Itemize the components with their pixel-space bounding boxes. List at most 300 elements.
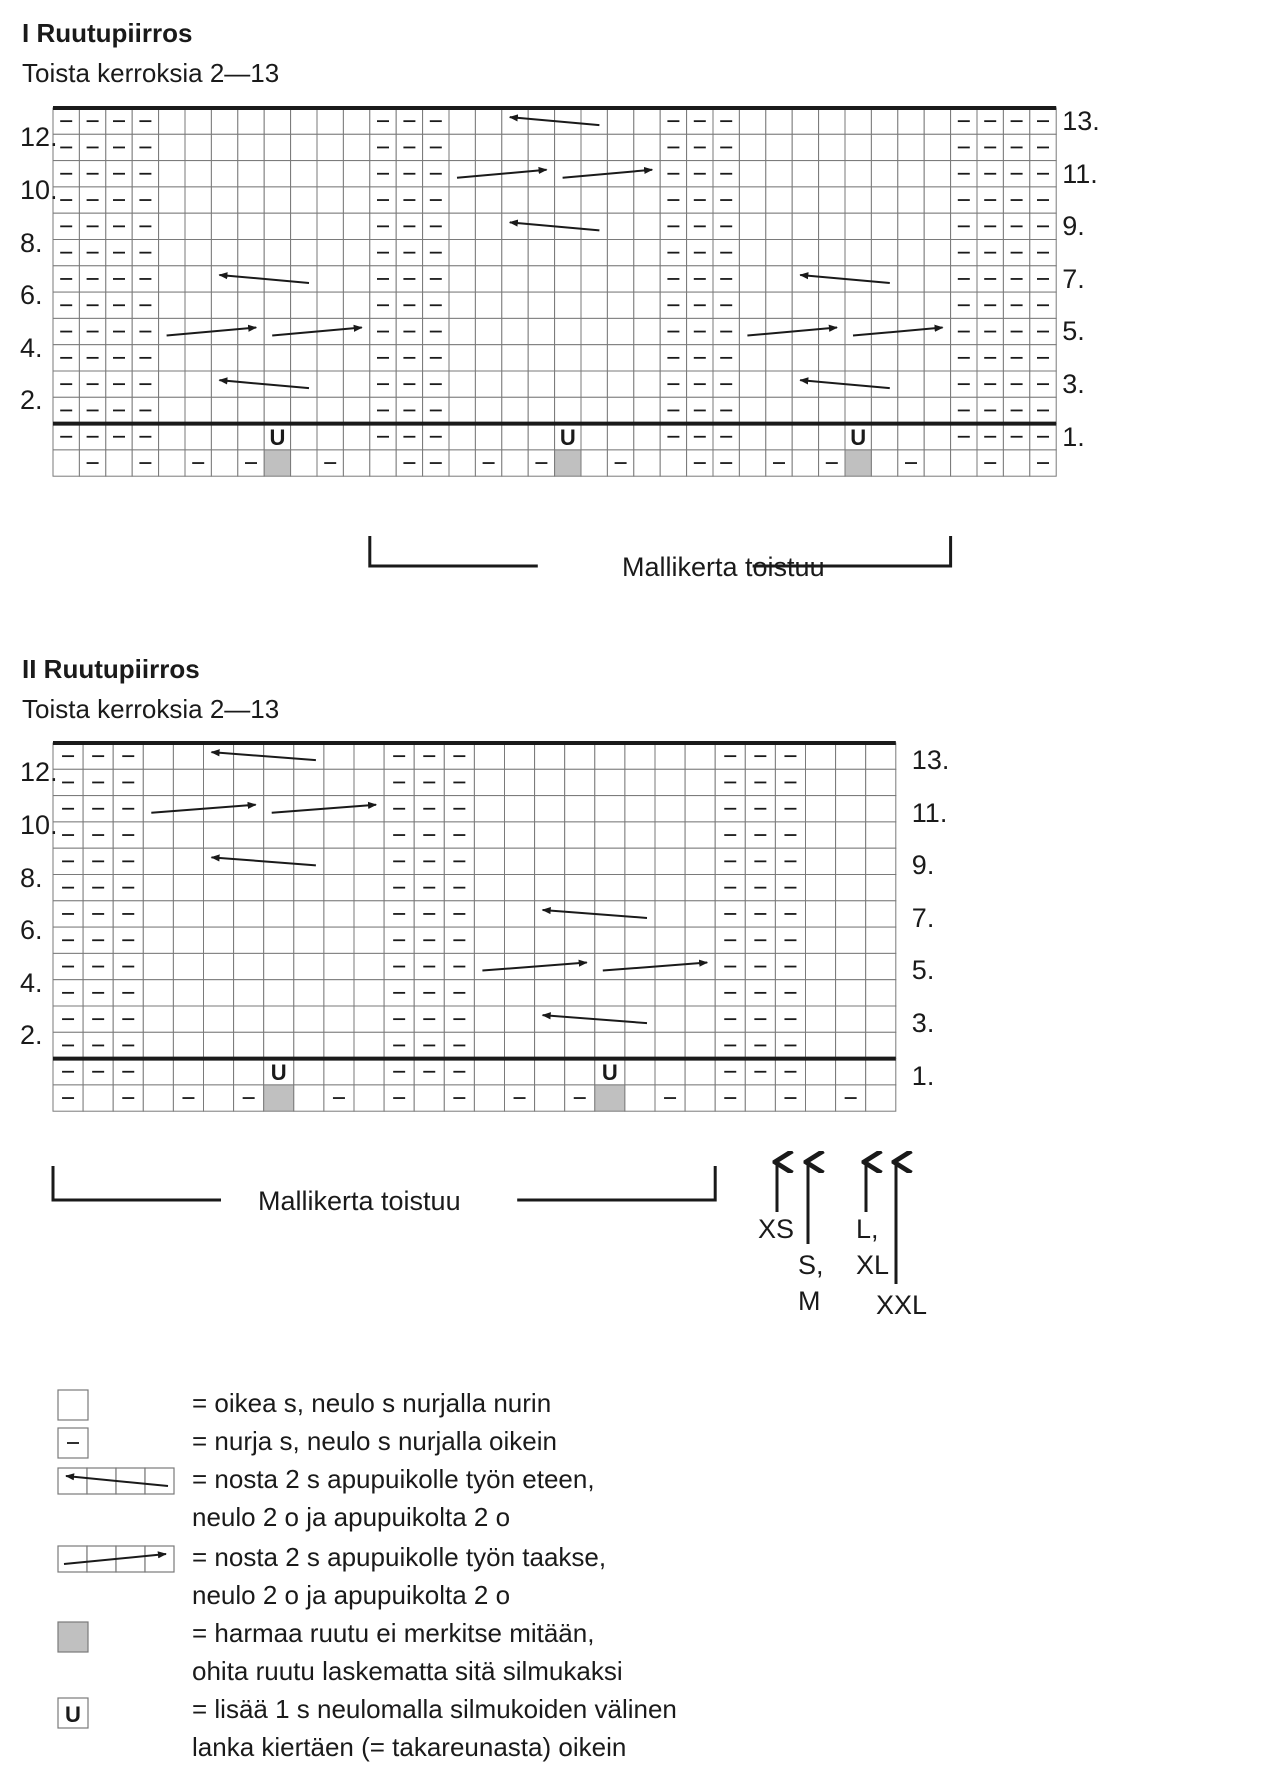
grid-cell (528, 187, 554, 213)
grid-cell (474, 769, 504, 795)
grid-cell (595, 927, 625, 953)
legend-cable-right-text: = nosta 2 s apupuikolle työn taakse, neulo 2 o ja apupuikolta 2 o (192, 1542, 607, 1610)
grid-cell (502, 134, 528, 160)
grid-cell (535, 769, 565, 795)
grid-cell (607, 108, 633, 134)
grid-cell (317, 134, 343, 160)
grid-cell (234, 901, 264, 927)
grid-cell (655, 927, 685, 953)
grid-cell (845, 345, 871, 371)
grid-cell (234, 927, 264, 953)
grid-cell (502, 450, 528, 476)
grid-cell (607, 134, 633, 160)
grid-cell (106, 450, 132, 476)
grid-cell (343, 424, 369, 450)
grid-cell (595, 875, 625, 901)
chart1-row-number-right: 5. (1062, 316, 1085, 347)
grid-cell (505, 927, 535, 953)
grid-cell (234, 1006, 264, 1032)
grid-cell (766, 187, 792, 213)
grid-cell (528, 397, 554, 423)
chart1-row-number-left: 8. (20, 227, 43, 258)
grid-cell (871, 161, 897, 187)
grid-cell (211, 292, 237, 318)
grid-cell (806, 769, 836, 795)
grid-cell (685, 743, 715, 769)
grid-cell (634, 318, 660, 344)
grid-cell (173, 822, 203, 848)
grid-cell (685, 822, 715, 848)
grid-cell (449, 161, 475, 187)
chart2-row-number-left: 12. (20, 757, 58, 788)
grid-cell (264, 875, 294, 901)
grid-cell (836, 927, 866, 953)
grid-cell (211, 424, 237, 450)
grid-cell (634, 187, 660, 213)
grid-cell (898, 345, 924, 371)
grid-cell (898, 371, 924, 397)
grid-cell (845, 213, 871, 239)
grid-cell (505, 822, 535, 848)
grid-cell (766, 213, 792, 239)
grid-cell (343, 240, 369, 266)
grid-cell (739, 318, 765, 344)
grid-cell (792, 187, 818, 213)
grid-cell (264, 397, 290, 423)
legend-increase-text: = lisää 1 s neulomalla silmukoiden välinen lanka kiertäen (= takareunasta) oikein (192, 1694, 677, 1762)
grid-cell (845, 397, 871, 423)
grid-cell (898, 108, 924, 134)
grid-cell (836, 1032, 866, 1058)
grid-cell (766, 345, 792, 371)
chart1-subtitle: Toista kerroksia 2—13 (22, 58, 280, 88)
grid-cell (625, 1032, 655, 1058)
grid-cell (535, 1059, 565, 1085)
grid-cell (1003, 450, 1029, 476)
grid-cell (291, 345, 317, 371)
gray-cell (595, 1085, 625, 1111)
grid-cell (294, 1059, 324, 1085)
grid-cell (204, 901, 234, 927)
grid-cell (595, 796, 625, 822)
grid-cell (565, 1059, 595, 1085)
grid-cell (739, 161, 765, 187)
grid-cell (211, 213, 237, 239)
grid-cell (555, 397, 581, 423)
grid-cell (291, 292, 317, 318)
grid-cell (685, 1085, 715, 1111)
grid-cell (528, 318, 554, 344)
grid-cell (502, 345, 528, 371)
grid-cell (634, 397, 660, 423)
grid-cell (294, 875, 324, 901)
grid-cell (173, 927, 203, 953)
grid-cell (819, 161, 845, 187)
grid-cell (845, 318, 871, 344)
grid-cell (924, 108, 950, 134)
grid-cell (607, 424, 633, 450)
grid-cell (324, 875, 354, 901)
grid-cell (185, 161, 211, 187)
legend-purl-text: = nurja s, neulo s nurjalla oikein (192, 1426, 557, 1456)
grid-cell (204, 1032, 234, 1058)
grid-cell (143, 1032, 173, 1058)
grid-cell (343, 318, 369, 344)
grid-cell (83, 1085, 113, 1111)
grid-cell (898, 213, 924, 239)
chart1-grid (53, 108, 1056, 566)
grid-cell (625, 927, 655, 953)
chart2-row-number-right: 3. (911, 1008, 935, 1038)
grid-cell (871, 397, 897, 423)
grid-cell (502, 424, 528, 450)
grid-cell (474, 743, 504, 769)
grid-cell (739, 108, 765, 134)
grid-cell (766, 424, 792, 450)
grid-cell (685, 1006, 715, 1032)
grid-cell (204, 980, 234, 1006)
grid-cell (655, 822, 685, 848)
grid-cell (343, 450, 369, 476)
size-s-label: S, (798, 1250, 824, 1280)
grid-cell (173, 901, 203, 927)
grid-cell (625, 822, 655, 848)
grid-cell (595, 743, 625, 769)
grid-cell (502, 240, 528, 266)
grid-cell (173, 875, 203, 901)
grid-cell (634, 108, 660, 134)
grid-cell (535, 1085, 565, 1111)
grid-cell (354, 927, 384, 953)
grid-cell (159, 424, 185, 450)
grid-cell (185, 397, 211, 423)
grid-cell (806, 901, 836, 927)
grid-cell (866, 796, 896, 822)
grid-cell (143, 1085, 173, 1111)
grid-cell (502, 187, 528, 213)
grid-cell (625, 875, 655, 901)
chart2-row-number-right: 13. (911, 745, 950, 775)
chart1-row-number-right: 1. (1062, 421, 1085, 452)
grid-cell (449, 424, 475, 450)
grid-cell (449, 266, 475, 292)
grid-cell (607, 345, 633, 371)
legend-cable-left-text: = nosta 2 s apupuikolle työn eteen, neulo 2 o ja apupuikolta 2 o (192, 1464, 595, 1532)
grid-cell (294, 953, 324, 979)
grid-cell (317, 424, 343, 450)
grid-cell (555, 345, 581, 371)
grid-cell (625, 796, 655, 822)
grid-cell (924, 213, 950, 239)
legend-gray-symbol (58, 1622, 88, 1652)
grid-cell (924, 345, 950, 371)
grid-cell (173, 769, 203, 795)
grid-cell (143, 769, 173, 795)
size-xxl-label: XXL (876, 1290, 928, 1320)
grid-cell (898, 187, 924, 213)
grid-cell (866, 848, 896, 874)
grid-cell (317, 345, 343, 371)
grid-cell (354, 875, 384, 901)
grid-cell (449, 134, 475, 160)
grid-cell (474, 1085, 504, 1111)
grid-cell (204, 1006, 234, 1032)
chart2-row-number-right: 5. (911, 955, 935, 986)
increase-symbol: U (850, 424, 867, 450)
grid-cell (159, 292, 185, 318)
grid-cell (343, 266, 369, 292)
grid-cell (806, 953, 836, 979)
grid-cell (655, 875, 685, 901)
grid-cell (264, 161, 290, 187)
grid-cell (685, 875, 715, 901)
grid-cell (836, 1059, 866, 1085)
grid-cell (324, 822, 354, 848)
chart1-row-number-left: 4. (20, 332, 43, 363)
grid-cell (528, 371, 554, 397)
grid-cell (185, 187, 211, 213)
chart2-row-number-left: 8. (20, 862, 43, 893)
grid-cell (565, 743, 595, 769)
grid-cell (234, 980, 264, 1006)
grid-cell (505, 875, 535, 901)
grid-cell (739, 134, 765, 160)
grid-cell (806, 1006, 836, 1032)
grid-cell (685, 953, 715, 979)
grid-cell (449, 292, 475, 318)
grid-cell (475, 187, 501, 213)
grid-cell (505, 769, 535, 795)
gray-cell (264, 450, 290, 476)
chart1-title: I Ruutupiirros (22, 18, 193, 48)
grid-cell (836, 980, 866, 1006)
chart2-row-number-right: 1. (911, 1060, 935, 1091)
grid-cell (555, 292, 581, 318)
grid-cell (343, 161, 369, 187)
grid-cell (317, 108, 343, 134)
grid-cell (475, 213, 501, 239)
grid-cell (238, 345, 264, 371)
grid-cell (475, 292, 501, 318)
chart2-title: II Ruutupiirros (22, 654, 200, 684)
grid-cell (317, 371, 343, 397)
chart1-row-number-left: 6. (20, 280, 43, 311)
grid-cell (185, 240, 211, 266)
grid-cell (871, 266, 897, 292)
grid-cell (324, 953, 354, 979)
grid-cell (502, 371, 528, 397)
grid-cell (607, 371, 633, 397)
grid-cell (343, 187, 369, 213)
grid-cell (505, 848, 535, 874)
grid-cell (871, 345, 897, 371)
grid-cell (792, 266, 818, 292)
grid-cell (806, 743, 836, 769)
legend-blank-text: = oikea s, neulo s nurjalla nurin (192, 1388, 552, 1418)
grid-cell (204, 848, 234, 874)
grid-cell (324, 1059, 354, 1085)
chart1-row-number-right: 3. (1062, 369, 1085, 399)
grid-cell (354, 1032, 384, 1058)
grid-cell (535, 927, 565, 953)
grid-cell (898, 292, 924, 318)
grid-cell (173, 1032, 203, 1058)
grid-cell (343, 134, 369, 160)
grid-cell (238, 292, 264, 318)
grid-cell (449, 187, 475, 213)
grid-cell (792, 213, 818, 239)
grid-cell (819, 240, 845, 266)
grid-cell (866, 901, 896, 927)
chart2-grid (53, 743, 896, 1284)
grid-cell (898, 161, 924, 187)
grid-cell (143, 743, 173, 769)
grid-cell (739, 213, 765, 239)
grid-cell (792, 292, 818, 318)
grid-cell (806, 1085, 836, 1111)
grid-cell (792, 345, 818, 371)
grid-cell (291, 187, 317, 213)
grid-cell (766, 266, 792, 292)
grid-cell (655, 743, 685, 769)
grid-cell (555, 266, 581, 292)
grid-cell (806, 875, 836, 901)
grid-cell (159, 371, 185, 397)
grid-cell (475, 397, 501, 423)
grid-cell (951, 450, 977, 476)
grid-cell (354, 796, 384, 822)
grid-cell (474, 1032, 504, 1058)
grid-cell (159, 397, 185, 423)
grid-cell (581, 318, 607, 344)
grid-cell (535, 743, 565, 769)
grid-cell (234, 822, 264, 848)
grid-cell (505, 980, 535, 1006)
increase-symbol: U (559, 424, 576, 450)
grid-cell (294, 822, 324, 848)
grid-cell (159, 187, 185, 213)
grid-cell (565, 875, 595, 901)
grid-cell (866, 822, 896, 848)
grid-cell (449, 213, 475, 239)
grid-cell (449, 240, 475, 266)
grid-cell (211, 371, 237, 397)
repeat-bracket-right (517, 1166, 715, 1200)
grid-cell (143, 980, 173, 1006)
grid-cell (324, 901, 354, 927)
chart2-row-number-right: 7. (911, 902, 935, 933)
grid-cell (685, 848, 715, 874)
grid-cell (324, 848, 354, 874)
grid-cell (143, 822, 173, 848)
chart2-row-number-left: 4. (20, 967, 43, 998)
grid-cell (535, 901, 565, 927)
grid-cell (291, 424, 317, 450)
grid-cell (475, 318, 501, 344)
grid-cell (475, 240, 501, 266)
grid-cell (836, 769, 866, 795)
grid-cell (745, 1085, 775, 1111)
grid-cell (739, 240, 765, 266)
grid-cell (739, 397, 765, 423)
gray-cell (845, 450, 871, 476)
grid-cell (502, 292, 528, 318)
grid-cell (264, 1006, 294, 1032)
grid-cell (581, 450, 607, 476)
chart1-row-number-left: 2. (20, 385, 43, 416)
grid-cell (528, 424, 554, 450)
grid-cell (866, 927, 896, 953)
grid-cell (565, 848, 595, 874)
chart1-repeat-label: Mallikerta toistuu (622, 552, 825, 582)
grid-cell (924, 397, 950, 423)
grid-cell (792, 108, 818, 134)
grid-cell (924, 371, 950, 397)
grid-cell (211, 266, 237, 292)
grid-cell (766, 108, 792, 134)
legend-gray-text: = harmaa ruutu ei merkitse mitään, ohita ruutu laskematta sitä silmukaksi (192, 1618, 623, 1686)
grid-cell (204, 875, 234, 901)
grid-cell (739, 345, 765, 371)
grid-cell (204, 953, 234, 979)
grid-cell (264, 980, 294, 1006)
grid-cell (502, 266, 528, 292)
grid-cell (343, 108, 369, 134)
grid-cell (685, 1032, 715, 1058)
grid-cell (535, 1006, 565, 1032)
chart1-row-number-right: 13. (1062, 106, 1100, 136)
grid-cell (581, 187, 607, 213)
grid-cell (185, 213, 211, 239)
grid-cell (607, 187, 633, 213)
grid-cell (173, 743, 203, 769)
grid-cell (871, 108, 897, 134)
grid-cell (474, 822, 504, 848)
gray-cell (555, 450, 581, 476)
grid-cell (324, 1006, 354, 1032)
grid-cell (836, 953, 866, 979)
grid-cell (173, 953, 203, 979)
grid-cell (185, 292, 211, 318)
size-m-label: M (798, 1286, 821, 1316)
grid-cell (143, 848, 173, 874)
grid-cell (595, 980, 625, 1006)
grid-cell (866, 1006, 896, 1032)
grid-cell (159, 266, 185, 292)
grid-cell (324, 927, 354, 953)
grid-cell (806, 796, 836, 822)
grid-cell (625, 848, 655, 874)
grid-cell (871, 240, 897, 266)
legend-increase-glyph: U (65, 1702, 81, 1727)
grid-cell (836, 796, 866, 822)
chart2-row-number-right: 9. (911, 850, 935, 881)
grid-cell (474, 1059, 504, 1085)
chart1-row-number-right: 9. (1062, 211, 1085, 242)
grid-cell (581, 345, 607, 371)
grid-cell (766, 161, 792, 187)
grid-cell (924, 134, 950, 160)
grid-cell (871, 292, 897, 318)
legend-cable-left-cell (145, 1468, 174, 1494)
grid-cell (806, 980, 836, 1006)
grid-cell (634, 292, 660, 318)
grid-cell (819, 397, 845, 423)
grid-cell (792, 161, 818, 187)
grid-cell (898, 397, 924, 423)
grid-cell (806, 1032, 836, 1058)
grid-cell (685, 927, 715, 953)
